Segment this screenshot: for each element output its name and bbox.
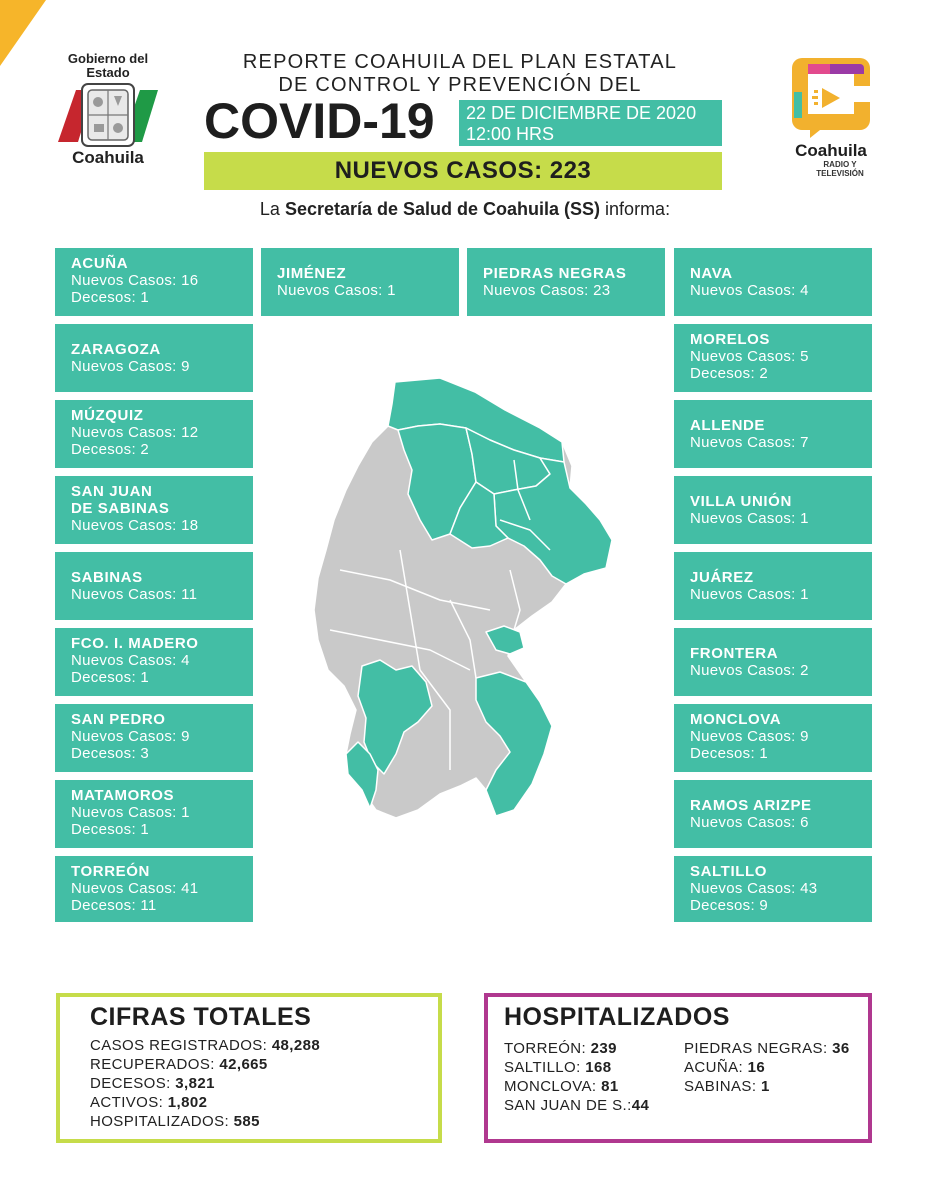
gov-logo-top-text: Gobierno del Estado <box>67 51 149 80</box>
municipality-box-torreon <box>55 856 253 922</box>
totals-row <box>90 1074 438 1093</box>
municipality-cases: Nuevos Casos: 4 <box>71 652 190 669</box>
report-date: 22 DE DICIEMBRE DE 2020 <box>466 103 697 123</box>
municipality-box-matamoros <box>55 780 253 848</box>
municipality-cases: Nuevos Casos: 12 <box>71 424 199 441</box>
hospital-row <box>504 1096 649 1115</box>
municipality-box-jimenez <box>261 248 459 316</box>
row-value: 585 <box>233 1113 260 1130</box>
municipality-box-allende <box>674 400 872 468</box>
row-value: 36 <box>832 1040 850 1057</box>
municipality-deaths: Decesos: 1 <box>71 289 150 306</box>
municipality-name: ALLENDE <box>690 417 766 434</box>
informa-line <box>200 199 730 220</box>
municipality-cases: Nuevos Casos: 16 <box>71 272 199 289</box>
municipality-name: FRONTERA <box>690 645 779 662</box>
row-label: ACUÑA: <box>684 1059 748 1076</box>
row-value: 16 <box>747 1059 766 1076</box>
hospital-row <box>504 1077 649 1096</box>
municipality-cases: Nuevos Casos: 11 <box>71 586 198 603</box>
municipality-name: NAVA <box>690 265 733 282</box>
corner-accent <box>0 0 46 66</box>
municipality-name: ACUÑA <box>71 255 129 272</box>
report-time: 12:00 HRS <box>466 124 555 144</box>
municipality-deaths: Decesos: 2 <box>690 365 769 382</box>
row-label: SABINAS: <box>684 1078 761 1095</box>
municipality-cases: Nuevos Casos: 1 <box>690 586 809 603</box>
hospital-row <box>684 1077 850 1096</box>
coahuila-state-map <box>300 370 630 830</box>
row-value: 1,802 <box>167 1094 208 1111</box>
row-label: HOSPITALIZADOS: <box>90 1113 234 1130</box>
row-value: 48,288 <box>271 1037 321 1054</box>
hospitalized-panel <box>484 993 872 1143</box>
totals-row <box>90 1093 438 1112</box>
municipality-deaths: Decesos: 11 <box>71 897 157 914</box>
municipality-box-ramos-arizpe <box>674 780 872 848</box>
row-label: DECESOS: <box>90 1075 176 1092</box>
municipality-name: TORREÓN <box>71 863 150 880</box>
municipality-deaths: Decesos: 1 <box>71 669 150 686</box>
tv-logo-sub-2: TELEVISIÓN <box>816 169 864 178</box>
totals-row <box>90 1112 438 1131</box>
municipality-box-piedras-negras <box>467 248 665 316</box>
row-value: 168 <box>585 1059 612 1076</box>
row-value: 81 <box>601 1078 619 1095</box>
gov-logo-bottom-text: Coahuila <box>72 148 144 167</box>
municipality-name: SALTILLO <box>690 863 768 880</box>
informa-prefix: La <box>259 199 285 219</box>
municipality-cases: Nuevos Casos: 6 <box>690 814 809 831</box>
report-title-line-2: DE CONTROL Y PREVENCIÓN DEL <box>278 74 642 96</box>
municipality-name-line-2: DE SABINAS <box>71 500 170 517</box>
municipality-box-villa-union <box>674 476 872 544</box>
hospitalized-title: HOSPITALIZADOS <box>504 1003 730 1031</box>
municipality-box-fco-i-madero <box>55 628 253 696</box>
municipality-box-acuna <box>55 248 253 316</box>
row-label: TORREÓN: <box>504 1040 591 1057</box>
municipality-box-muzquiz <box>55 400 253 468</box>
municipality-cases: Nuevos Casos: 43 <box>690 880 818 897</box>
municipality-box-sabinas <box>55 552 253 620</box>
municipality-box-saltillo <box>674 856 872 922</box>
row-label: MONCLOVA: <box>504 1078 602 1095</box>
hospital-row <box>504 1058 649 1077</box>
coat-of-arms-icon <box>56 82 160 148</box>
row-label: SAN JUAN DE S.: <box>504 1097 632 1114</box>
row-value: 239 <box>590 1040 617 1057</box>
municipality-box-morelos <box>674 324 872 392</box>
totals-panel <box>56 993 442 1143</box>
municipality-box-san-juan-de-sabinas <box>55 476 253 544</box>
municipality-cases: Nuevos Casos: 1 <box>71 804 190 821</box>
municipality-cases: Nuevos Casos: 41 <box>71 880 199 897</box>
municipality-deaths: Decesos: 1 <box>71 821 150 838</box>
row-label: ACTIVOS: <box>90 1094 168 1111</box>
municipality-name: SAN PEDRO <box>71 711 166 728</box>
hospital-row <box>684 1058 850 1077</box>
municipality-cases: Nuevos Casos: 23 <box>483 282 611 299</box>
municipality-deaths: Decesos: 1 <box>690 745 769 762</box>
municipality-name: MONCLOVA <box>690 711 782 728</box>
row-value: 3,821 <box>175 1075 215 1092</box>
report-title-line-1: REPORTE COAHUILA DEL PLAN ESTATAL <box>242 51 678 73</box>
municipality-name: MORELOS <box>690 331 771 348</box>
covid-title: COVID-19 <box>204 93 435 149</box>
municipality-name: JUÁREZ <box>690 569 754 586</box>
informa-agency: Secretaría de Salud de Coahuila (SS) <box>284 199 601 219</box>
hospitalized-column-1 <box>504 1039 649 1115</box>
hospital-row <box>504 1039 649 1058</box>
municipality-name: MATAMOROS <box>71 787 175 804</box>
municipality-deaths: Decesos: 9 <box>690 897 769 914</box>
tv-logo-name: Coahuila <box>795 141 867 160</box>
row-label: RECUPERADOS: <box>90 1056 220 1073</box>
new-cases-banner: NUEVOS CASOS: 223 <box>204 152 722 190</box>
totals-title: CIFRAS TOTALES <box>90 1003 312 1031</box>
government-logo <box>52 52 164 182</box>
municipality-name: VILLA UNIÓN <box>690 493 792 510</box>
informa-suffix: informa: <box>600 199 671 219</box>
hospital-row <box>684 1039 850 1058</box>
row-value: 1 <box>760 1078 770 1095</box>
date-box <box>459 100 722 146</box>
municipality-cases: Nuevos Casos: 18 <box>71 517 199 534</box>
municipality-cases: Nuevos Casos: 9 <box>71 728 190 745</box>
municipality-box-nava <box>674 248 872 316</box>
municipality-deaths: Decesos: 2 <box>71 441 150 458</box>
municipality-cases: Nuevos Casos: 4 <box>690 282 809 299</box>
municipality-box-monclova <box>674 704 872 772</box>
municipality-cases: Nuevos Casos: 1 <box>690 510 809 527</box>
municipality-box-zaragoza <box>55 324 253 392</box>
municipality-cases: Nuevos Casos: 2 <box>690 662 809 679</box>
municipality-name: SABINAS <box>71 569 143 586</box>
municipality-name: ZARAGOZA <box>71 341 161 358</box>
row-label: CASOS REGISTRADOS: <box>90 1037 272 1054</box>
tv-logo-sub-1: RADIO Y <box>823 160 857 169</box>
municipality-name: PIEDRAS NEGRAS <box>483 265 627 282</box>
totals-row <box>90 1036 438 1055</box>
municipality-name: MÚZQUIZ <box>71 407 144 424</box>
municipality-name: RAMOS ARIZPE <box>690 797 812 814</box>
hospitalized-column-2 <box>684 1039 850 1096</box>
municipality-deaths: Decesos: 3 <box>71 745 150 762</box>
municipality-name: SAN JUAN <box>71 483 153 500</box>
totals-row <box>90 1055 438 1074</box>
row-value: 42,665 <box>219 1056 268 1073</box>
play-c-logo-icon <box>788 52 874 138</box>
row-label: SALTILLO: <box>504 1059 586 1076</box>
row-label: PIEDRAS NEGRAS: <box>684 1040 833 1057</box>
municipality-cases: Nuevos Casos: 5 <box>690 348 809 365</box>
municipality-cases: Nuevos Casos: 1 <box>277 282 396 299</box>
municipality-box-frontera <box>674 628 872 696</box>
municipality-cases: Nuevos Casos: 7 <box>690 434 809 451</box>
municipality-name: FCO. I. MADERO <box>71 635 199 652</box>
municipality-cases: Nuevos Casos: 9 <box>690 728 809 745</box>
municipality-cases: Nuevos Casos: 9 <box>71 358 190 375</box>
tv-channel-logo <box>786 52 876 182</box>
row-value: 44 <box>631 1097 650 1114</box>
municipality-name: JIMÉNEZ <box>277 265 347 282</box>
municipality-box-juarez <box>674 552 872 620</box>
municipality-box-san-pedro <box>55 704 253 772</box>
